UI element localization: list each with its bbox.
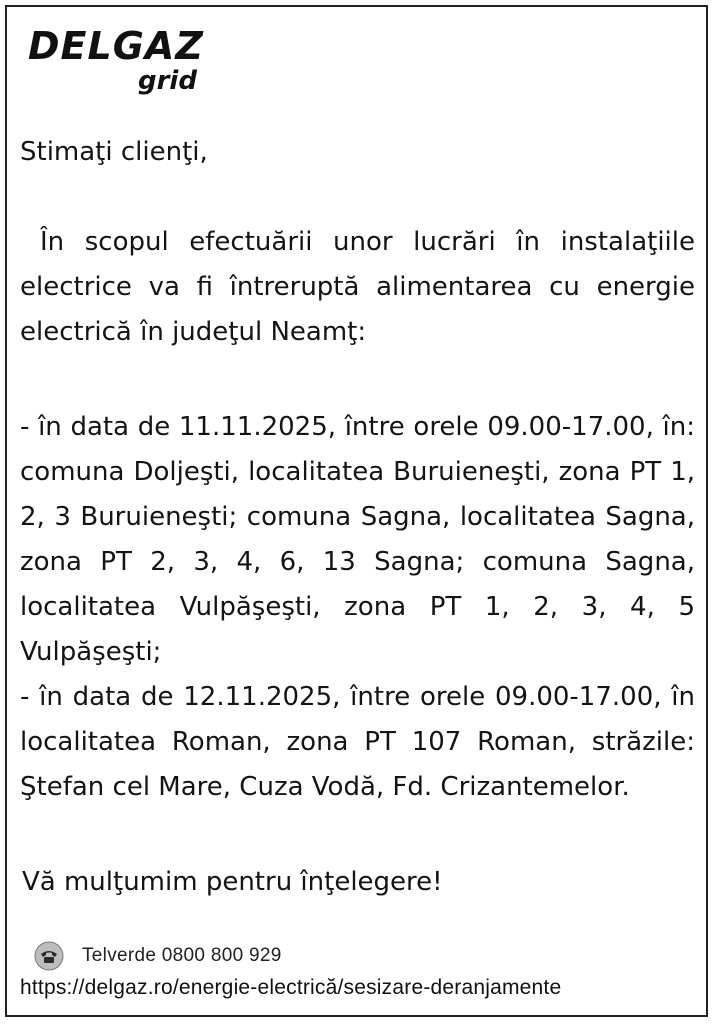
hotline-number: Telverde 0800 800 929 (82, 945, 282, 966)
outage-item-1: - în data de 11.11.2025, între orele 09.00-17.00, în: comuna Doljeşti, localitatea Buruieneşti, zona PT 1, 2, 3 Buruieneşti; comuna Sagna, localitatea Sagna, zona PT 2, 3, 4, 6, 13 Sagna; comuna Sagna, localitatea Vulpăşeşti, zona PT 1, 2, 3, 4, 5 Vulpăşeşti; (20, 412, 695, 667)
telephone-icon (34, 941, 64, 971)
thanks-line: Vă mulţumim pentru înţelegere! (22, 867, 443, 897)
delgaz-grid-logo (28, 26, 218, 100)
outage-schedule (20, 405, 695, 810)
logo-wordmark: DELGAZ (28, 24, 204, 68)
intro-paragraph: În scopul efectuării unor lucrări în instalaţiile electrice va fi întreruptă alimentarea cu energie electrică în judeţul Neamţ: (20, 227, 695, 347)
greeting: Stimaţi clienţi, (20, 137, 208, 167)
report-outage-url[interactable]: https://delgaz.ro/energie-electrică/sesizare-deranjamente (20, 976, 562, 999)
hotline-contact (34, 940, 282, 972)
logo-subtitle: grid (138, 66, 197, 96)
outage-item-2: - în data de 12.11.2025, între orele 09.00-17.00, în localitatea Roman, zona PT 107 Roman, străzile: Ştefan cel Mare, Cuza Vodă, Fd. Crizantemelor. (20, 682, 695, 802)
